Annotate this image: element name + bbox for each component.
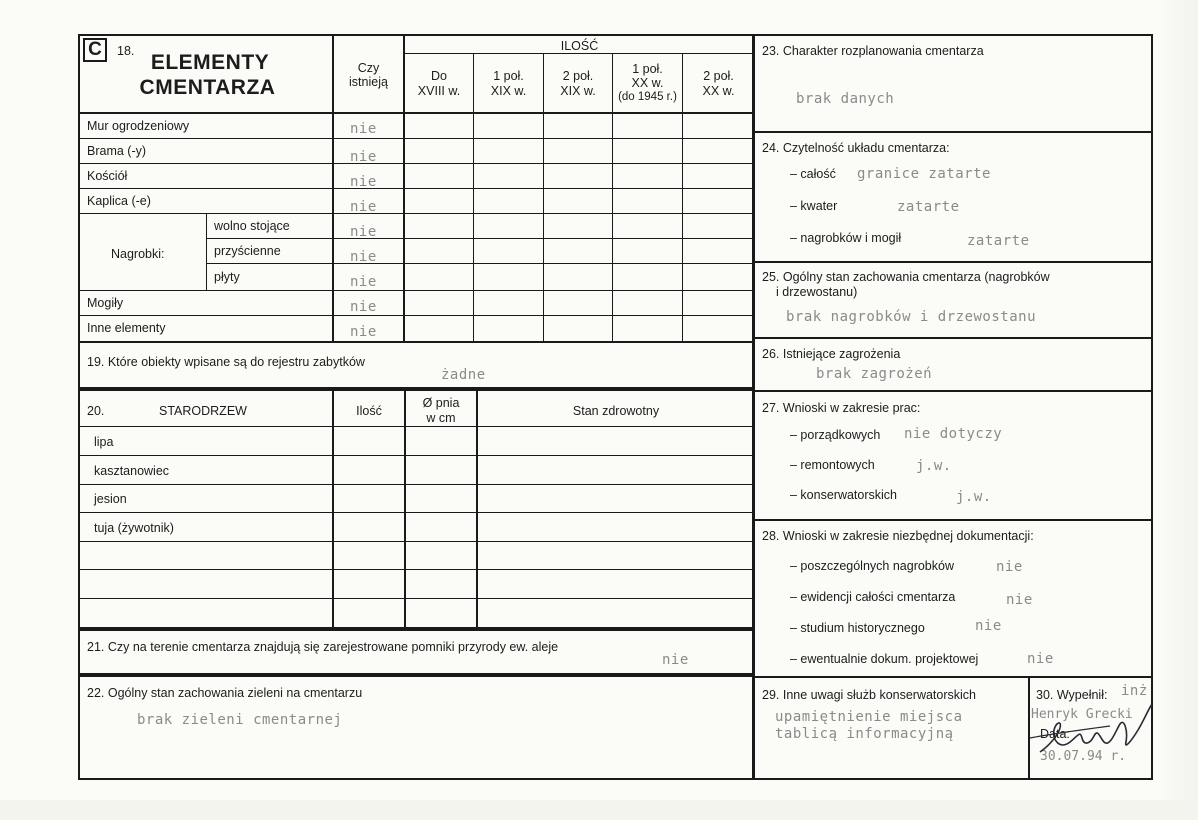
- section-27-item-2-label: – remontowych: [790, 458, 875, 472]
- tree-kasztanowiec: kasztanowiec: [94, 464, 170, 478]
- paper-edge-bottom: [0, 800, 1198, 820]
- section-28-label: 28. Wnioski w zakresie niezbędnej dokumentacji:: [762, 529, 1034, 543]
- section-18-title-line1: ELEMENTY: [150, 51, 270, 74]
- row-kaplica-value: nie: [350, 199, 377, 215]
- tree-jesion: jesion: [94, 492, 127, 506]
- row-mur-value: nie: [350, 121, 377, 137]
- section-25-label-line2: i drzewostanu): [776, 285, 858, 299]
- section-27-item-1-label: – porządkowych: [790, 428, 881, 442]
- section-28-item-1-value: nie: [996, 559, 1023, 575]
- section-24-item-1-label: – całość: [790, 167, 836, 181]
- section-25-value: brak nagrobków i drzewostanu: [786, 309, 1037, 325]
- section-23-label: 23. Charakter rozplanowania cmentarza: [762, 44, 984, 58]
- row-wolno-value: nie: [350, 224, 377, 240]
- col-czy-line1: Czy: [357, 61, 380, 75]
- section-29-label: 29. Inne uwagi służb konserwatorskich: [762, 688, 977, 702]
- section-30-title: inż: [1121, 683, 1148, 699]
- period-2-line1: 1 poł.: [493, 69, 524, 83]
- section-30-date-label: Data:: [1040, 727, 1070, 741]
- section-28-item-1-label: – poszczególnych nagrobków: [790, 559, 954, 573]
- section-19-label: 19. Które obiekty wpisane są do rejestru zabytków: [87, 355, 365, 369]
- section-28-item-4-value: nie: [1027, 651, 1054, 667]
- section-26-value: brak zagrożeń: [816, 366, 933, 382]
- section-21-label: 21. Czy na terenie cmentarza znajdują się zarejestrowane pomniki przyrody ew. aleje: [87, 640, 559, 654]
- section-24-item-1-value: granice zatarte: [857, 166, 991, 182]
- period-3-line2: XIX w.: [560, 84, 596, 98]
- nagrobki-label: Nagrobki:: [111, 247, 165, 261]
- section-28-item-2-label: – ewidencji całości cmentarza: [790, 590, 956, 604]
- section-30-date: 30.07.94 r.: [1040, 749, 1127, 764]
- period-4-line1: 1 poł.: [632, 62, 663, 76]
- section-24-label: 24. Czytelność układu cmentarza:: [762, 141, 950, 155]
- section-27-label: 27. Wnioski w zakresie prac:: [762, 401, 921, 415]
- row-przyscienne-value: nie: [350, 249, 377, 265]
- section-18-number: 18.: [117, 44, 135, 58]
- period-1-line1: Do: [431, 69, 447, 83]
- row-inne-label: Inne elementy: [87, 321, 166, 335]
- row-mogily-label: Mogiły: [87, 296, 124, 310]
- ilosc-header: ILOŚĆ: [560, 39, 599, 53]
- signature: [1020, 690, 1170, 770]
- row-kosciol-value: nie: [350, 174, 377, 190]
- period-5-line1: 2 poł.: [703, 69, 734, 83]
- col-pnia-line2: w cm: [426, 411, 456, 425]
- section-24-item-3-value: zatarte: [967, 233, 1030, 249]
- row-plyty-value: nie: [350, 274, 377, 290]
- section-23-value: brak danych: [796, 91, 895, 107]
- tree-lipa: lipa: [94, 435, 114, 449]
- period-4-line2: XX w.: [631, 76, 664, 90]
- section-letter: C: [83, 38, 107, 62]
- section-29-value-line1: upamiętnienie miejsca: [775, 709, 963, 725]
- section-20-title: STARODRZEW: [159, 404, 247, 418]
- section-28-item-2-value: nie: [1006, 592, 1033, 608]
- row-plyty-label: płyty: [214, 270, 240, 284]
- section-18-title-line2: CMENTARZA: [139, 76, 276, 99]
- section-24-item-2-label: – kwater: [790, 199, 838, 213]
- section-20-number: 20.: [87, 404, 105, 418]
- col-ilosc: Ilość: [356, 404, 382, 418]
- section-22-value: brak zieleni cmentarnej: [137, 712, 343, 728]
- period-4-line3: (do 1945 r.): [618, 91, 677, 103]
- section-28-item-3-value: nie: [975, 618, 1002, 634]
- section-24-item-3-label: – nagrobków i mogił: [790, 231, 902, 245]
- col-czy-line2: istnieją: [349, 75, 388, 89]
- section-30-label: 30. Wypełnił:: [1036, 688, 1108, 702]
- row-inne-value: nie: [350, 324, 377, 340]
- section-19-value: żadne: [441, 367, 486, 383]
- section-27-item-3-value: j.w.: [956, 489, 992, 505]
- section-30-name: Henryk Grecki: [1031, 707, 1133, 722]
- section-26-label: 26. Istniejące zagrożenia: [762, 347, 901, 361]
- row-mogily-value: nie: [350, 299, 377, 315]
- section-28-item-3-label: – studium historycznego: [790, 621, 925, 635]
- col-pnia-line1: Ø pnia: [422, 396, 460, 410]
- section-21-value: nie: [662, 652, 689, 668]
- tree-tuja: tuja (żywotnik): [94, 521, 174, 535]
- section-25-label-line1: 25. Ogólny stan zachowania cmentarza (nagrobków: [762, 270, 1050, 284]
- section-28-item-4-label: – ewentualnie dokum. projektowej: [790, 652, 979, 666]
- row-brama-value: nie: [350, 149, 377, 165]
- period-3-line1: 2 poł.: [562, 69, 594, 83]
- row-przyscienne-label: przyścienne: [214, 244, 281, 258]
- section-24-item-2-value: zatarte: [897, 199, 960, 215]
- row-kaplica-label: Kaplica (-e): [87, 194, 151, 208]
- period-2-line2: XIX w.: [490, 84, 527, 98]
- period-1-line2: XVIII w.: [417, 84, 461, 98]
- row-kosciol-label: Kościół: [87, 169, 128, 183]
- row-wolno-label: wolno stojące: [214, 219, 290, 233]
- section-27-item-2-value: j.w.: [916, 458, 952, 474]
- col-stan: Stan zdrowotny: [572, 404, 660, 418]
- period-5-line2: XX w.: [702, 84, 735, 98]
- row-mur-label: Mur ogrodzeniowy: [87, 119, 190, 133]
- section-22-label: 22. Ogólny stan zachowania zieleni na cmentarzu: [87, 686, 363, 700]
- section-27-item-1-value: nie dotyczy: [904, 426, 1003, 442]
- section-27-item-3-label: – konserwatorskich: [790, 488, 897, 502]
- section-29-value-line2: tablicą informacyjną: [775, 726, 954, 742]
- row-brama-label: Brama (-y): [87, 144, 147, 158]
